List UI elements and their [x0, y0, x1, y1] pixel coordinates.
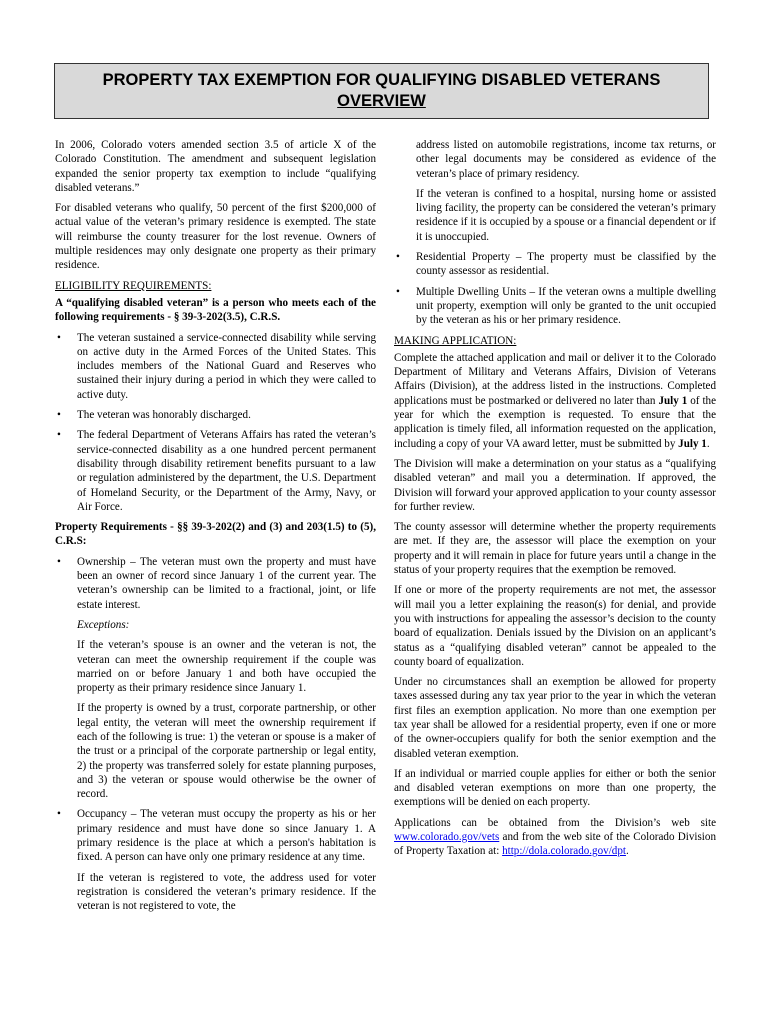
bullet-icon: •	[57, 331, 61, 344]
eligibility-definition: A “qualifying disabled veteran” is a person who meets each of the following requirements - § 39-3-202(3.5), C.R.S.	[55, 296, 376, 324]
app7-text-c: .	[625, 845, 629, 858]
bullet-text: The veteran was honorably discharged.	[77, 409, 251, 422]
bullet-text: The veteran sustained a service-connected disability while serving on active duty in the Armed Forces of the United States. This includes members of the National Guard and Reserves who sustained their injury during a period in which they were called to active duty.	[77, 331, 376, 401]
app1-text-b: of the year for which the exemption is requested. To ensure that the application is timely filed, all information requested on the application, including a copy of your VA award letter, must be submitted by	[394, 394, 717, 450]
application-paragraph-2: The Division will make a determination on your status as a “qualifying disabled veteran” and mail you a determination. If approved, the Division will forward your approved application to your county assessor for further review.	[394, 457, 716, 513]
eligibility-heading: ELIGIBILITY REQUIREMENTS:	[55, 279, 212, 292]
intro-paragraph-2: For disabled veterans who qualify, 50 percent of the first $200,000 of actual value of the veteran’s primary residence is exempted. The state will reimburse the county treasurer for the lost revenue. Owners of multiple residences may only designate one property as their primary residence.	[55, 202, 376, 272]
occupancy-continued: address listed on automobile registrations, income tax returns, or other legal documents may be considered as evidence of the veteran’s place of primary residency.	[416, 139, 716, 180]
application-paragraph-3: The county assessor will determine whether the property requirements are met. If they are, the assessor will place the exemption on your property and it will remain in place for future years until a change in the status of your property requires that the exemption be removed.	[394, 521, 716, 577]
bullet-icon: •	[57, 808, 61, 821]
application-paragraph-4: If one or more of the property requirements are not met, the assessor will mail you a letter explaining the reason(s) for denial, and provide you with instructions for appealing the assessor’s decision to the county board of equalization. Denials issued by the Division on an applicant’s status as a “qualifying disabled veteran” cannot be appealed to the county board of equalization.	[394, 584, 716, 668]
bullet-icon: •	[57, 409, 61, 422]
intro-paragraph-1: In 2006, Colorado voters amended section 3.5 of article X of the Colorado Constitution. The amendment and subsequent legislation expanded the senior property tax exemption to include “qualifying disabled veterans.”	[55, 139, 376, 194]
title-line-2: OVERVIEW	[337, 92, 426, 110]
occupancy-voter-text: If the veteran is registered to vote, the address used for voter registration is considered the veteran’s primary residence. If the veteran is not registered to vote, the	[77, 871, 376, 913]
deadline-date: July 1	[678, 437, 707, 450]
bullet-text: Multiple Dwelling Units – If the veteran owns a multiple dwelling unit property, exemption will only be granted to the unit occupied by the veteran as his or her primary residence.	[416, 285, 716, 327]
exception-trust: If the property is owned by a trust, corporate partnership, or other legal entity, the veteran will meet the ownership requirement if each of the following is true: 1) the veteran or spouse is a maker of the trust or a principal of the corporate partnership or legal entity, 2) the property was transferred solely for estate planning purposes, and 3) the veteran or spouse would otherwise be the owner of record.	[77, 702, 376, 801]
deadline-date: July 1	[658, 394, 688, 407]
bullet-text: The federal Department of Veterans Affairs has rated the veteran’s service-connected disability as a one hundred percent permanent disability through disability retirement benefits pursuant to a law or regulation administered by the department, the U.S. Department of Homeland Security, or the Department of the Army, Navy, or Air Force.	[77, 429, 376, 513]
application-paragraph-7	[394, 816, 716, 859]
application-paragraph-1	[394, 351, 716, 451]
bullet-item	[55, 428, 376, 514]
bullet-item-multiple-dwelling	[394, 285, 716, 328]
bullet-item-ownership	[55, 555, 376, 612]
app7-text-b: and from the web site of the Colorado Division of Property Taxation at:	[394, 831, 716, 858]
bullet-icon: •	[396, 251, 400, 264]
bullet-text: Residential Property – The property must be classified by the county assessor as residential.	[416, 251, 716, 278]
vets-website-link[interactable]: www.colorado.gov/vets	[394, 831, 500, 844]
left-column	[55, 138, 376, 920]
exceptions-label: Exceptions:	[77, 618, 130, 631]
bullet-item	[55, 408, 376, 422]
bullet-text: Occupancy – The veteran must occupy the property as his or her primary residence and must have done so since January 1. A primary residence is the place at which a person's habitation is fixed. A person can have only one primary residence at any time.	[77, 808, 376, 864]
dpt-website-link[interactable]: http://dola.colorado.gov/dpt	[502, 845, 626, 858]
property-requirements-heading: Property Requirements - §§ 39-3-202(2) and (3) and 203(1.5) to (5), C.R.S:	[55, 521, 376, 548]
bullet-icon: •	[57, 429, 61, 442]
app1-text-a: Complete the attached application and mail or deliver it to the Colorado Department of Military and Veterans Affairs, Division of Veterans Affairs (Division), at the address listed in the instructions. Completed applications must be postmarked or delivered no later than	[394, 351, 716, 407]
app1-text-c: .	[706, 437, 710, 450]
bullet-item-occupancy	[55, 807, 376, 864]
bullet-icon: •	[57, 555, 61, 568]
application-paragraph-6: If an individual or married couple applies for either or both the senior and disabled veteran exemptions on more than one property, the exemptions will be denied on each property.	[394, 767, 716, 809]
bullet-item-residential	[394, 250, 716, 279]
application-paragraph-5: Under no circumstances shall an exemption be allowed for property taxes assessed during any tax year prior to the year in which the veteran first files an exemption application. No more than one exemption per tax year shall be allowed for a residential property, even if one or more of the owner-occupiers qualify for both the senior exemption and the disabled veteran exemption.	[394, 676, 716, 760]
hospital-paragraph: If the veteran is confined to a hospital, nursing home or assisted living facility, the property can be considered the veteran’s primary residence if it is occupied by a spouse or a financial dependent or if it is unoccupied.	[416, 187, 716, 243]
right-column	[394, 138, 716, 865]
title-line-1: PROPERTY TAX EXEMPTION FOR QUALIFYING DISABLED VETERANS	[102, 71, 661, 89]
bullet-icon: •	[396, 285, 400, 298]
exception-spouse: If the veteran’s spouse is an owner and the veteran is not, the veteran can meet the ownership requirement if the couple was married on or before January 1 and both have occupied the property as their primary residence since January 1.	[77, 639, 376, 695]
bullet-text: Ownership – The veteran must own the property and must have been an owner of record since January 1 of the current year. The veteran’s ownership can be limited to a fractional, joint, or life estate interest.	[77, 555, 376, 611]
bullet-item	[55, 331, 376, 402]
document-title	[54, 63, 709, 119]
app7-text-a: Applications can be obtained from the Division’s web site	[394, 816, 716, 829]
application-heading: MAKING APPLICATION:	[394, 334, 517, 347]
